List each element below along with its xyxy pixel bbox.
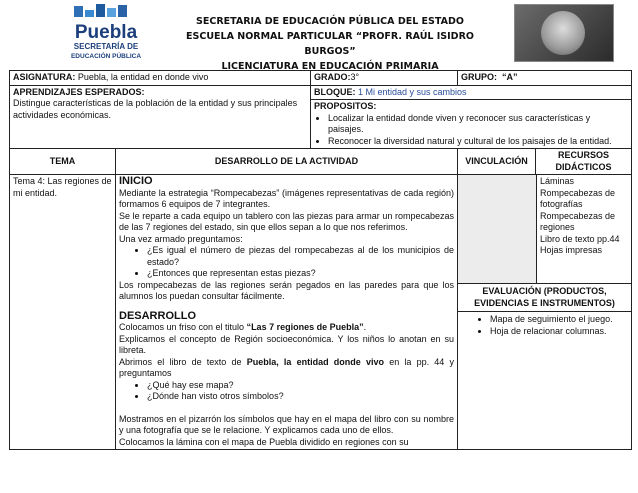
evaluacion-title: EVALUACIÓN (PRODUCTOS, EVIDENCIAS E INSTRUMENTOS) (458, 284, 631, 312)
recursos-cell (537, 175, 631, 283)
desarrollo-paragraph: Abrimos el libro de texto de Puebla, la entidad donde vivo en la pp. 44 y preguntamos (119, 356, 454, 378)
recurso-item: Rompecabezas de fotografías (540, 187, 616, 209)
recurso-item: Láminas (540, 176, 575, 186)
grupo-label: GRUPO: (461, 72, 497, 82)
lesson-plan-table (9, 70, 632, 450)
desarrollo-paragraph: Colocamos un friso con el titulo “Las 7 regiones de Puebla”. (119, 322, 367, 332)
evaluacion-item: • Hoja de relacionar columnas. (490, 326, 631, 338)
desarrollo-question: • ¿Qué hay ese mapa? (147, 380, 454, 392)
recurso-item: Rompecabezas de regiones (540, 210, 616, 232)
vinculacion-cell (458, 175, 537, 283)
proposito-item: • Localizar la entidad donde viven y reconocer sus características y paisajes. (328, 113, 628, 136)
desarrollo-paragraph: Mostramos en el pizarrón los símbolos que hay en el mapa del libro con su nombre y una fotografía que se le relacione. Y explicamos cada uno de ellos. (119, 413, 454, 435)
asignatura-value: Puebla, la entidad en donde vivo (75, 72, 209, 82)
logo-sep-text-2: EDUCACIÓN PÚBLICA (70, 53, 142, 60)
inicio-paragraph: Una vez armado preguntamos: (119, 233, 243, 244)
row-asignatura (10, 71, 632, 86)
inicio-title: INICIO (119, 175, 153, 187)
row-column-headers (10, 149, 632, 175)
logo-sep-text: SECRETARÍA DE (73, 42, 139, 51)
recurso-item: Libro de texto pp.44 (540, 233, 620, 244)
inicio-paragraph: Mediante la estrategia “Rompecabezas” (imágenes representativas de cada región) formamos 6 equipos de 7 integrantes. (119, 187, 454, 209)
recurso-item: Hojas impresas (540, 245, 603, 255)
col-header-tema: TEMA (10, 149, 116, 175)
logo-puebla-text: Puebla (74, 22, 138, 43)
col-header-desarrollo: DESARROLLO DE LA ACTIVIDAD (116, 149, 458, 175)
evaluacion-item: • Mapa de seguimiento el juego. (490, 314, 631, 326)
vinculacion-recursos-evaluacion (458, 175, 632, 450)
header-line-1: SECRETARIA DE EDUCACIÓN PÚBLICA DEL ESTADO (196, 16, 464, 27)
bloque-label: BLOQUE: (314, 86, 356, 97)
portrait-photo (514, 4, 614, 62)
grado-label: GRADO: (314, 72, 351, 82)
bloque-value: 1 Mi entidad y sus cambios (355, 86, 467, 97)
propositos-label: PROPOSITOS: (314, 101, 377, 111)
grado-value: 3° (350, 72, 360, 82)
aprendizajes-text: Distingue características de la población de la entidad y sus principales actividades económicas. (13, 98, 298, 120)
header-line-2: ESCUELA NORMAL PARTICULAR “PROFR. RAÚL ISIDRO BURGOS” (186, 31, 474, 57)
aprendizajes-label: APRENDIZAJES ESPERADOS: (13, 86, 145, 97)
document-header (160, 14, 500, 74)
tema-cell: Tema 4: Las regiones de mi entidad. (10, 175, 116, 450)
desarrollo-title: DESARROLLO (119, 309, 196, 322)
row-aprendizajes (10, 85, 632, 100)
col-header-recursos: RECURSOS DIDÁCTICOS (536, 149, 632, 175)
inicio-paragraph: Los rompecabezas de las regiones serán pegados en las paredes para que los alumnos los puedan consultar fácilmente. (119, 279, 454, 301)
desarrollo-question: • ¿Dónde han visto otros símbolos? (147, 391, 454, 403)
desarrollo-cell (116, 175, 458, 450)
proposito-item: • Reconocer la diversidad natural y cultural de los paisajes de la entidad. (328, 136, 628, 148)
grupo-value: “A” (502, 72, 518, 82)
row-body (10, 175, 632, 450)
inicio-question: • ¿Es igual el número de piezas del rompecabezas al de los municipios de estado? (147, 245, 454, 268)
col-header-vinculacion: VINCULACIÓN (458, 149, 536, 175)
desarrollo-paragraph: Colocamos la lámina con el mapa de Puebla dividido en regiones con su (119, 436, 409, 447)
puebla-sep-logo (56, 4, 156, 66)
asignatura-label: ASIGNATURA: (13, 72, 76, 82)
header-line-3: LICENCIATURA EN EDUCACIÓN PRIMARIA (221, 61, 439, 72)
desarrollo-paragraph: Explicamos el concepto de Región socioeconómica. Y los niños lo anotan en su libreta. (119, 333, 454, 355)
inicio-question: • ¿Entonces que representan estas piezas? (147, 268, 454, 280)
inicio-paragraph: Se le reparte a cada equipo un tablero con las piezas para armar un rompecabezas de las 7 regiones del estado, sin que ellos sepan a lo que nos referimos. (119, 210, 454, 232)
